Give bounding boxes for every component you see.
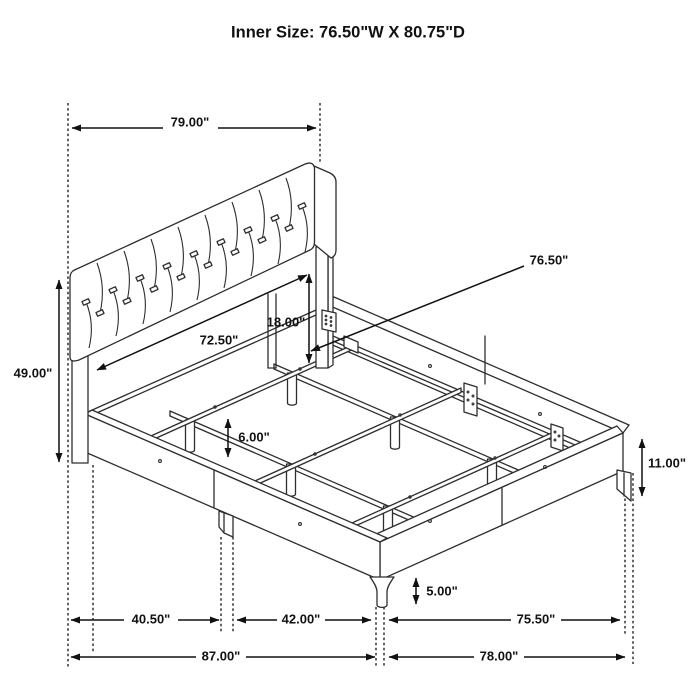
mid-rail-bracket-foot [219,511,233,537]
dim-rail-height [642,439,686,496]
dim-overall-length-left-label: 87.00" [201,648,241,664]
dim-inner-width [311,252,568,351]
inner-size-title: Inner Size: 76.50"W X 80.75"D [231,23,465,42]
dim-headboard-lower-height [267,274,309,363]
dim-center-leg-height-label: 6.00" [238,429,270,445]
corner-bracket-leg [617,470,631,501]
dim-head-section-length-label: 40.50" [131,611,171,627]
dim-rail-length [389,611,620,626]
dim-overall-width-label: 79.00" [170,114,210,130]
dim-foot-leg-height-label: 5.00" [426,583,458,599]
dim-headboard-inner-width-label: 72.50" [199,332,239,348]
headboard-left-post [72,352,88,463]
extension-lines [68,103,633,668]
headboard-right-post [316,247,336,368]
headboard-side-face [314,166,336,258]
bed-frame [70,163,631,607]
foot-rail [374,426,623,580]
dim-overall-length-right-label: 78.00" [479,648,519,664]
dim-inner-width-label: 76.50" [529,252,569,268]
dim-foot-leg-height [416,578,458,604]
dim-overall-height-label: 49.00" [13,365,53,381]
dim-rail-height-label: 11.00" [648,455,686,471]
dim-headboard-lower-height-label: 18.00" [266,314,306,330]
dim-overall-length-left [71,648,375,663]
left-side-rail [85,410,387,580]
dim-rail-length-label: 75.50" [516,611,556,627]
headboard-front-face [70,163,315,361]
dim-overall-height [14,280,59,462]
dim-overall-length-right [389,648,625,663]
dim-mid-section-length [237,611,371,626]
foot-leg [370,577,394,607]
headboard [70,163,336,361]
dim-overall-width [72,114,316,129]
dim-mid-section-length-label: 42.00" [281,611,321,627]
